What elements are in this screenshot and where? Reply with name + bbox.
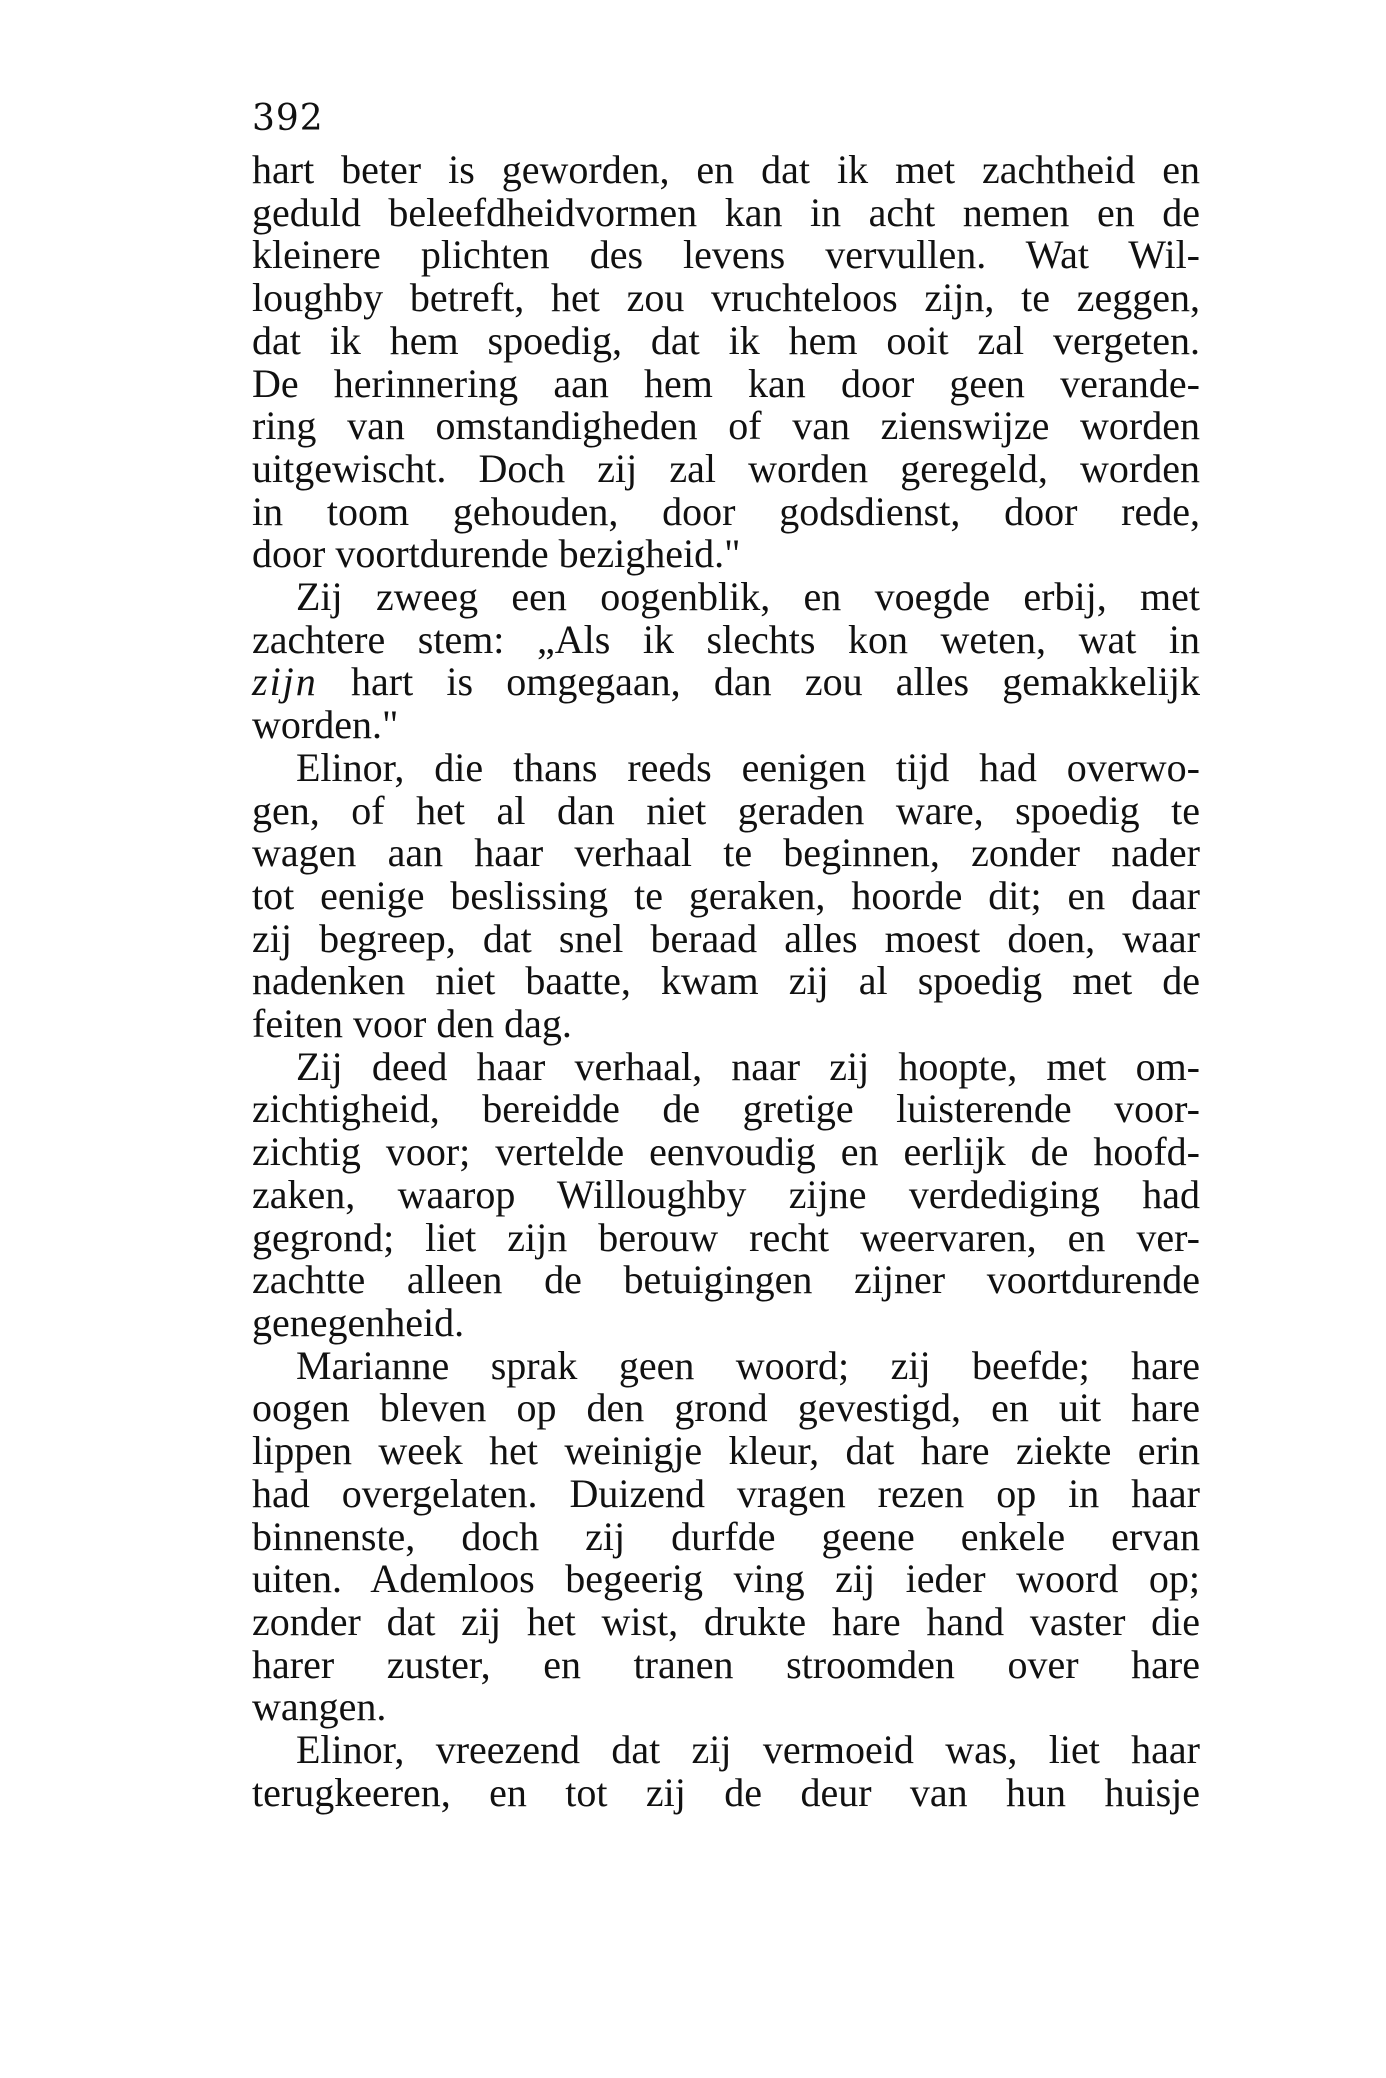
text-line: terugkeeren, en tot zij de deur van hun huisje bbox=[252, 1769, 1200, 1815]
text-line: uitgewischt. Doch zij zal worden geregeld, worden bbox=[252, 445, 1200, 491]
text-line: door voortdurende bezigheid." bbox=[252, 531, 741, 577]
text-line: nadenken niet baatte, kwam zij al spoedig met de bbox=[252, 958, 1200, 1004]
text-line: harer zuster, en tranen stroomden over hare bbox=[252, 1641, 1200, 1687]
text-line: ring van omstandigheden of van zienswijze worden bbox=[252, 403, 1200, 449]
text-line: kleinere plichten des levens vervullen. Wat Wil- bbox=[252, 232, 1200, 278]
text-line: feiten voor den dag. bbox=[252, 1001, 572, 1047]
text-line: zij begreep, dat snel beraad alles moest doen, waar bbox=[252, 915, 1200, 961]
text-line: binnenste, doch zij durfde geene enkele ervan bbox=[252, 1513, 1200, 1559]
text-line: tot eenige beslissing te geraken, hoorde dit; en daar bbox=[252, 872, 1200, 918]
text-line: loughby betreft, het zou vruchteloos zijn, te zeggen, bbox=[252, 275, 1200, 321]
text-line: Elinor, vreezend dat zij vermoeid was, liet haar bbox=[296, 1727, 1200, 1773]
text-line: zonder dat zij het wist, drukte hare hand vaster die bbox=[252, 1598, 1200, 1644]
emphasis: zijn bbox=[252, 659, 318, 705]
text-line: Zij deed haar verhaal, naar zij hoopte, met om- bbox=[296, 1043, 1200, 1089]
text-line: in toom gehouden, door godsdienst, door rede, bbox=[252, 488, 1200, 534]
text-line: wangen. bbox=[252, 1684, 387, 1730]
text-line: De herinnering aan hem kan door geen verande- bbox=[252, 360, 1200, 406]
text-line: wagen aan haar verhaal te beginnen, zonder nader bbox=[252, 830, 1200, 876]
text-line: zachtere stem: „Als ik slechts kon weten, wat in bbox=[252, 616, 1200, 662]
text-line: worden." bbox=[252, 702, 399, 748]
text-line: zichtigheid, bereidde de gretige luisterende voor- bbox=[252, 1086, 1200, 1132]
page-number: 392 bbox=[252, 98, 324, 139]
text-line: oogen bleven op den grond gevestigd, en uit hare bbox=[252, 1385, 1200, 1431]
text-line: lippen week het weinigje kleur, dat hare ziekte erin bbox=[252, 1428, 1200, 1474]
text-line: Zij zweeg een oogenblik, en voegde erbij, met bbox=[296, 574, 1200, 620]
text-line: zijn hart is omgegaan, dan zou alles gemakkelijk bbox=[252, 659, 1200, 705]
text-line: zachtte alleen de betuigingen zijner voortdurende bbox=[252, 1257, 1200, 1303]
text-line: hart beter is geworden, en dat ik met zachtheid en bbox=[252, 147, 1200, 192]
text-line: zaken, waarop Willoughby zijne verdediging had bbox=[252, 1171, 1200, 1217]
text-line: had overgelaten. Duizend vragen rezen op in haar bbox=[252, 1470, 1200, 1516]
text-line: gen, of het al dan niet geraden ware, spoedig te bbox=[252, 787, 1200, 833]
text-line: zichtig voor; vertelde eenvoudig en eerlijk de hoofd- bbox=[252, 1129, 1200, 1175]
text-line: gegrond; liet zijn berouw recht weervaren, en ver- bbox=[252, 1214, 1200, 1260]
text-line: uiten. Ademloos begeerig ving zij ieder woord op; bbox=[252, 1556, 1200, 1602]
text-line: genegenheid. bbox=[252, 1299, 465, 1345]
text-line: geduld beleefdheidvormen kan in acht nemen en de bbox=[252, 189, 1200, 235]
text-line: Marianne sprak geen woord; zij beefde; hare bbox=[296, 1342, 1200, 1388]
body-text bbox=[252, 149, 1200, 1814]
text-line: Elinor, die thans reeds eenigen tijd had overwo- bbox=[296, 744, 1200, 790]
text-line: dat ik hem spoedig, dat ik hem ooit zal vergeten. bbox=[252, 317, 1200, 363]
